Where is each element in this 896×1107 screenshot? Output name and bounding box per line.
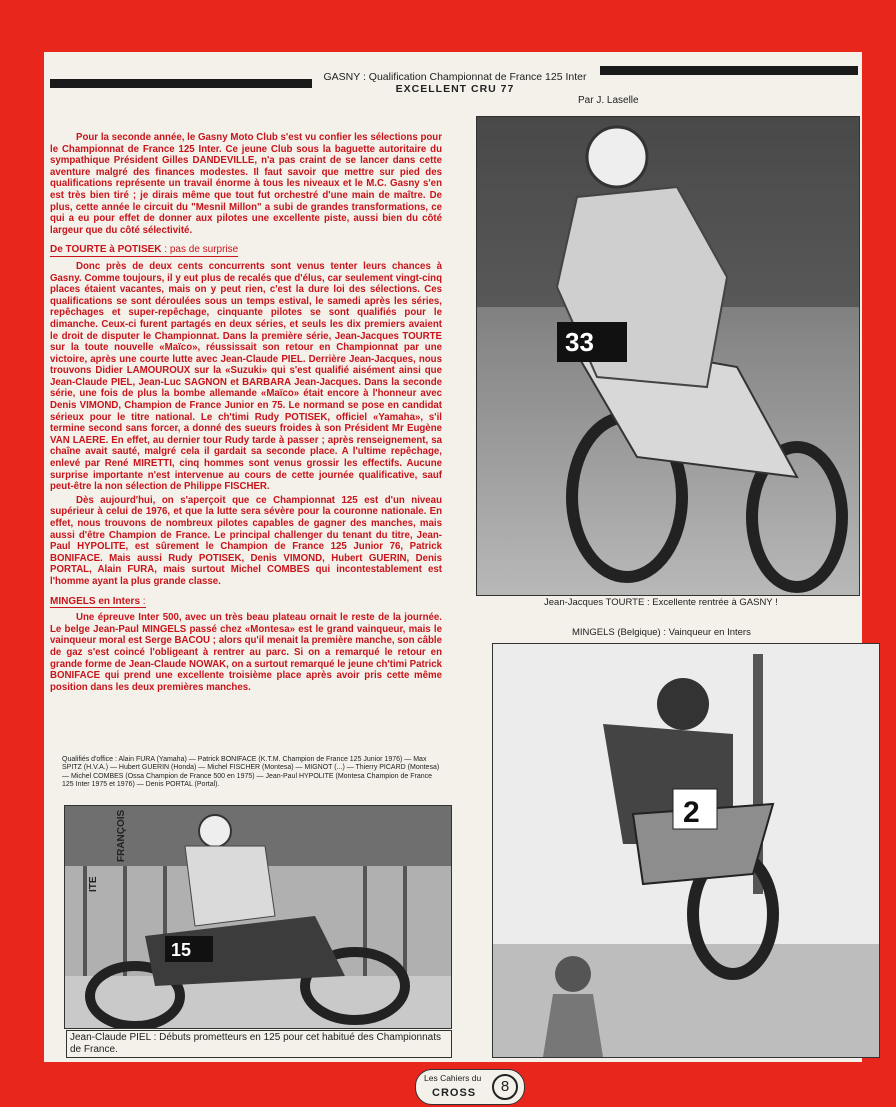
paragraph-inters: Une épreuve Inter 500, avec un très beau plateau ornait le reste de la journée. Le belge Jean-Paul MINGELS passé chez «Montesa» est le grand vainqueur, mais le vainqueur moral est Serge BACOU ; alors qu'il menait la première manche, son câble de gaz s'est coincé l'obligeant à rentrer au parc. Si on a remarqué le retour en grande forme de Jean-Claude NOWAK, on a surtout remarqué le jeune ch'timi Patrick BONIFACE qui prend une excellente troisième place après avoir pris cette même position dans les deux premières manches. [50,612,442,693]
badge-line-1: Les Cahiers du [424,1073,482,1083]
caption-piel: Jean-Claude PIEL : Débuts prometteurs en 125 pour cet habitué des Championnats de France. [66,1030,452,1058]
photo-tourte-image [477,117,859,595]
photo-mingels-image [493,644,879,1057]
magazine-badge [415,1069,525,1105]
header-rule-right [600,66,858,75]
subheading-mingels: MINGELS en Inters : [50,595,146,607]
side-text-ite: ITE [88,876,99,892]
plate-number-piel: 15 [171,940,192,960]
paragraph-intro: Pour la seconde année, le Gasny Moto Club s'est vu confier les sélections pour le Championnat de France 125 Inter. Ce jeune Club sous la baguette autoritaire du sympathique Président Gilles DANDEVILLE, n'a pas craint de se lancer dans cette aventure malgré des finances modestes. Il faut savoir que mettre sur pied des qualifications représente un travail énorme à tous les niveaux et le M.C. Gasny s'en est très bien tiré ; je dirais même que tout fut orchestré d'une main de maître. De plus, cette année le circuit du "Mesnil Millon" a subi de grandes transformations, ce qui a eu pour effet de donner aux pilotes une excellente piste, aussi bien du côté largeur que du côté sélectivité. [50,132,442,236]
photo-mingels [492,643,880,1058]
photo-tourte [476,116,860,596]
caption-mingels: MINGELS (Belgique) : Vainqueur en Inters [572,627,751,638]
side-text-francois: FRANÇOIS [116,809,127,862]
paragraph-qualifications: Donc près de deux cents concurrents sont venus tenter leurs chances à Gasny. Comme toujours, il y eut plus de recalés que d'élus, car seulement vingt-cinq places étaient vacantes, mais on y peut rien, c'est la dure loi des sélections. Ces qualifications se sont déroulées sous un temps estival, le samedi après les séries, repêchages et super-repêchage, cinquante pilotes se sont qualifiés pour le dimanche. Ceux-ci furent partagés en deux séries, et seuls les dix premiers avaient le droit de disputer le Championnat. Dans la première série, Jean-Jacques TOURTE sur la toute nouvelle «Maïco», réussissait son retour en Championnat par une victoire, après une courte lutte avec Jean-Claude PIEL. Derrière Jean-Jacques, nous trouvons Didier LAMOUROUX sur la «Suzuki» qui s'est qualifié aisément ainsi que Jean-Claude PIEL, Jean-Luc SAGNON et BARBARA Jean-Jacques. Dans la seconde série, une fois de plus la bombe allemande «Maïco» était encore à l'honneur avec Denis VIMOND, Champion de France Junior en 75. Le normand se pose en candidat sérieux pour le titre national. Le ch'timi Rudy POTISEK, officiel «Yamaha», s'il termine second sans forcer, a donné des sueurs froides à son Président Mr Eugène VAN LAERE. En effet, au dernier tour Rudy tarde à passer ; après renseignement, sa chaîne avait sauté, malgré cela il gardait sa seconde place. A l'ultime repêchage, enlevé par René MIRETTI, cinq hommes sont venus grossir les effectifs. Aucune surprise importante n'est intervenue au cours de cette journée qualificative, sauf peut-être la non sélection de Philippe FISCHER. [50,260,442,493]
header-title: GASNY : Qualification Championnat de France 125 Inter [323,71,587,83]
article-body [50,132,442,695]
header-rule-left [50,79,312,88]
badge-title: CROSS [432,1087,477,1099]
plate-number-tourte: 33 [565,327,594,357]
qualified-list: Qualifiés d'office : Alain FURA (Yamaha) — Patrick BONIFACE (K.T.M. Champion de France 125 Junior 1976) — Max SPITZ (H.V.A.) — Hubert GUERIN (Honda) — Michel FISCHER (Montesa) — MIGNOT (...) — Thierry PICARD (Montesa) — Michel COMBES (Ossa Champion de France 500 en 1975) — Jean-Paul HYPOLITE (Montesa Champion de France 125 Inter 1975 et 1976) — Denis PORTAL (Portal). [62,756,440,789]
paragraph-championnat: Dès aujourd'hui, on s'aperçoit que ce Championnat 125 est d'un niveau supérieur à celui de 1976, et que la lutte sera sévère pour la couronne nationale. En effet, nous trouvons de nombreux pilotes capables de gagner des manches, mais aussi d'être Champion de France. Le principal challenger du tenant du titre, Jean-Paul HYPOLITE, est sûrement le Champion de France 125 Junior 76, Patrick BONIFACE. Mais aussi Rudy POTISEK, Denis VIMOND, Hubert GUERIN, Denis PORTAL, Alain FURA, mais surtout Michel COMBES qui incontestablement est l'homme ayant la plus grande classe. [50,494,442,587]
byline: Par J. Laselle [578,95,639,106]
subheading-tourte-potisek: De TOURTE à POTISEK : pas de surprise [50,244,239,256]
article-header [310,71,600,95]
header-subtitle: EXCELLENT CRU 77 [395,83,515,95]
caption-tourte: Jean-Jacques TOURTE : Excellente rentrée à GASNY ! [544,597,778,608]
page-number: 8 [492,1074,518,1100]
plate-number-mingels: 2 [683,796,700,829]
